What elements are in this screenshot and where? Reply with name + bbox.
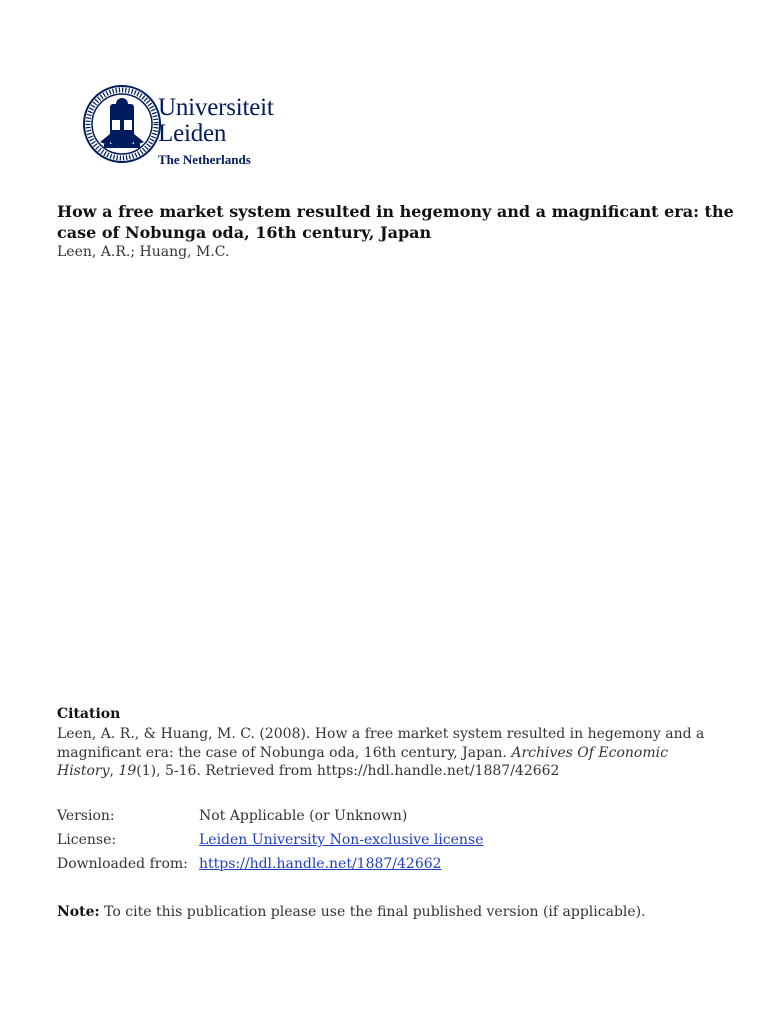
note-text: To cite this publication please use the final published version (if applicable). [99, 904, 646, 920]
logo-text-netherlands: The Netherlands [158, 152, 251, 167]
version-value: Not Applicable (or Unknown) [199, 808, 408, 824]
university-seal-icon [82, 84, 162, 164]
publication-title: How a free market system resulted in hegemony and a magnificant era: the case of Nobunga oda, 16th century, Japan [57, 202, 734, 242]
meta-row-version [57, 808, 483, 832]
version-label: Version: [57, 808, 115, 824]
meta-row-downloaded [57, 856, 483, 880]
license-link[interactable]: Leiden University Non-exclusive license [199, 832, 484, 848]
citation-heading: Citation [57, 706, 121, 722]
citation-volume: 19 [118, 763, 137, 779]
meta-row-license [57, 832, 483, 856]
metadata-table [57, 808, 483, 880]
citation-text-end: (1), 5-16. Retrieved from https://hdl.handle.net/1887/42662 [136, 763, 560, 779]
citation-sep: , [109, 763, 119, 779]
note [57, 904, 646, 920]
note-label: Note: [57, 904, 100, 920]
logo-text-universiteit: Universiteit [158, 94, 274, 121]
license-label: License: [57, 832, 117, 848]
logo-text-leiden: Leiden [158, 120, 227, 147]
publication-authors: Leen, A.R.; Huang, M.C. [57, 244, 230, 260]
downloaded-label: Downloaded from: [57, 856, 188, 872]
citation-text-start: Leen, A. R., & Huang, M. C. (2008). How a free market system resulted in hegemony and a magnificant era: the case of Nobunga oda, 16th century, Japan. [57, 726, 705, 761]
citation-journal: Archives Of Economic History [57, 744, 668, 779]
handle-link[interactable]: https://hdl.handle.net/1887/42662 [199, 856, 442, 872]
citation-text [57, 725, 727, 781]
university-logo [82, 84, 282, 170]
